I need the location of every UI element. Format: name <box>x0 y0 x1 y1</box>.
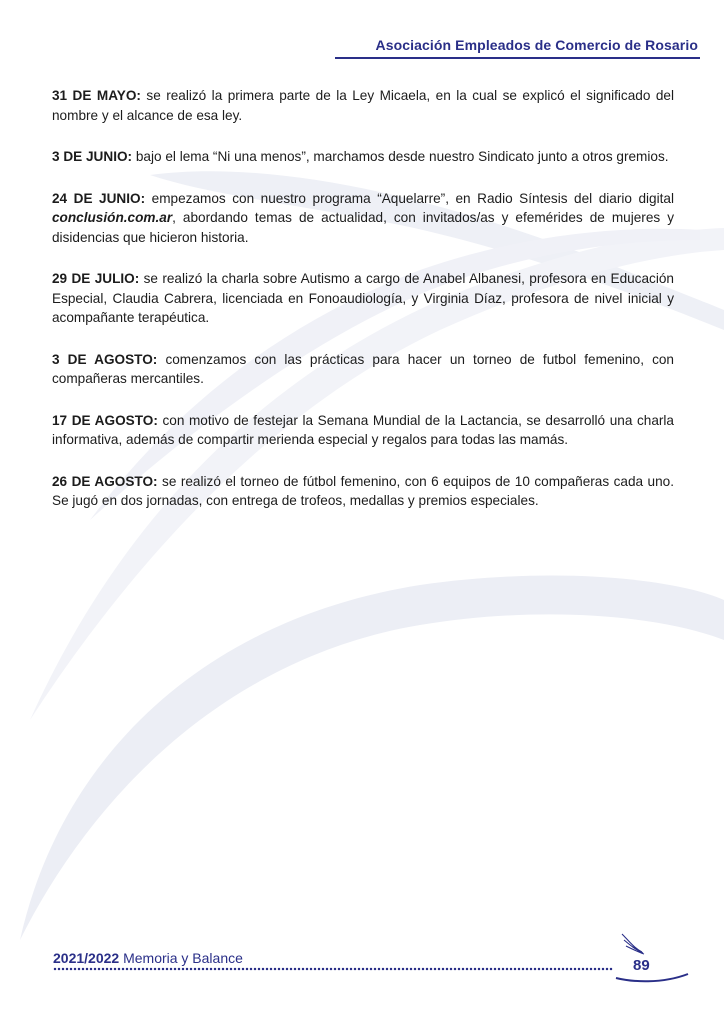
entry-date: 24 DE JUNIO: <box>52 190 146 206</box>
entry-17-agosto <box>52 411 674 450</box>
footer-years: 2021/2022 <box>53 950 120 966</box>
header-underline <box>335 57 700 59</box>
entry-date: 3 DE JUNIO: <box>52 149 133 164</box>
entry-date: 29 DE JULIO: <box>52 271 140 286</box>
footer-subtitle: Memoria y Balance <box>119 950 243 966</box>
entry-text: se realizó la primera parte de la Ley Micaela, en la cual se explicó el significado del nombre y el alcance de esa ley. <box>52 88 674 123</box>
entry-text: se realizó el torneo de fútbol femenino, con 6 equipos de 10 compañeras cada uno. Se jugó en dos jornadas, con entrega de trofeos, medallas y premios especiales. <box>52 473 674 508</box>
main-content <box>52 86 674 533</box>
entry-date: 26 DE AGOSTO: <box>52 473 158 489</box>
entry-date: 17 DE AGOSTO: <box>52 412 158 428</box>
footer-title <box>53 950 243 966</box>
feather-emblem-icon <box>612 930 692 986</box>
entry-26-agosto <box>52 472 674 511</box>
entry-text: empezamos con nuestro programa “Aquelarre”, en Radio Síntesis del diario digital <box>145 190 674 206</box>
footer-dotted-line <box>53 967 613 971</box>
website-domain: conclusión.com.ar <box>52 210 173 225</box>
page-number: 89 <box>633 957 650 974</box>
entry-text: , abordando temas de actualidad, con invitados/as y efemérides de mujeres y disidencias que hicieron historia. <box>52 210 674 245</box>
entry-3-junio <box>52 147 674 167</box>
entry-text: se realizó la charla sobre Autismo a cargo de Anabel Albanesi, profesora en Educación Especial, Claudia Cabrera, licenciada en Fonoaudiología, y Virginia Díaz, profesora de nivel inicial y acompañante terapéutica. <box>52 271 674 325</box>
entry-31-mayo <box>52 86 674 125</box>
entry-date: 3 DE AGOSTO: <box>52 351 158 367</box>
entry-text: bajo el lema “Ni una menos”, marchamos desde nuestro Sindicato junto a otros gremios. <box>132 149 669 164</box>
entry-text: con motivo de festejar la Semana Mundial de la Lactancia, se desarrolló una charla informativa, además de compartir merienda especial y regalos para todas las mamás. <box>52 412 674 447</box>
header-organization-title: Asociación Empleados de Comercio de Rosario <box>375 37 698 53</box>
entry-3-agosto <box>52 350 674 389</box>
entry-text: comenzamos con las prácticas para hacer un torneo de futbol femenino, con compañeras mercantiles. <box>52 351 674 386</box>
entry-24-junio <box>52 189 674 248</box>
entry-date: 31 DE MAYO: <box>52 88 141 103</box>
entry-29-julio <box>52 269 674 328</box>
